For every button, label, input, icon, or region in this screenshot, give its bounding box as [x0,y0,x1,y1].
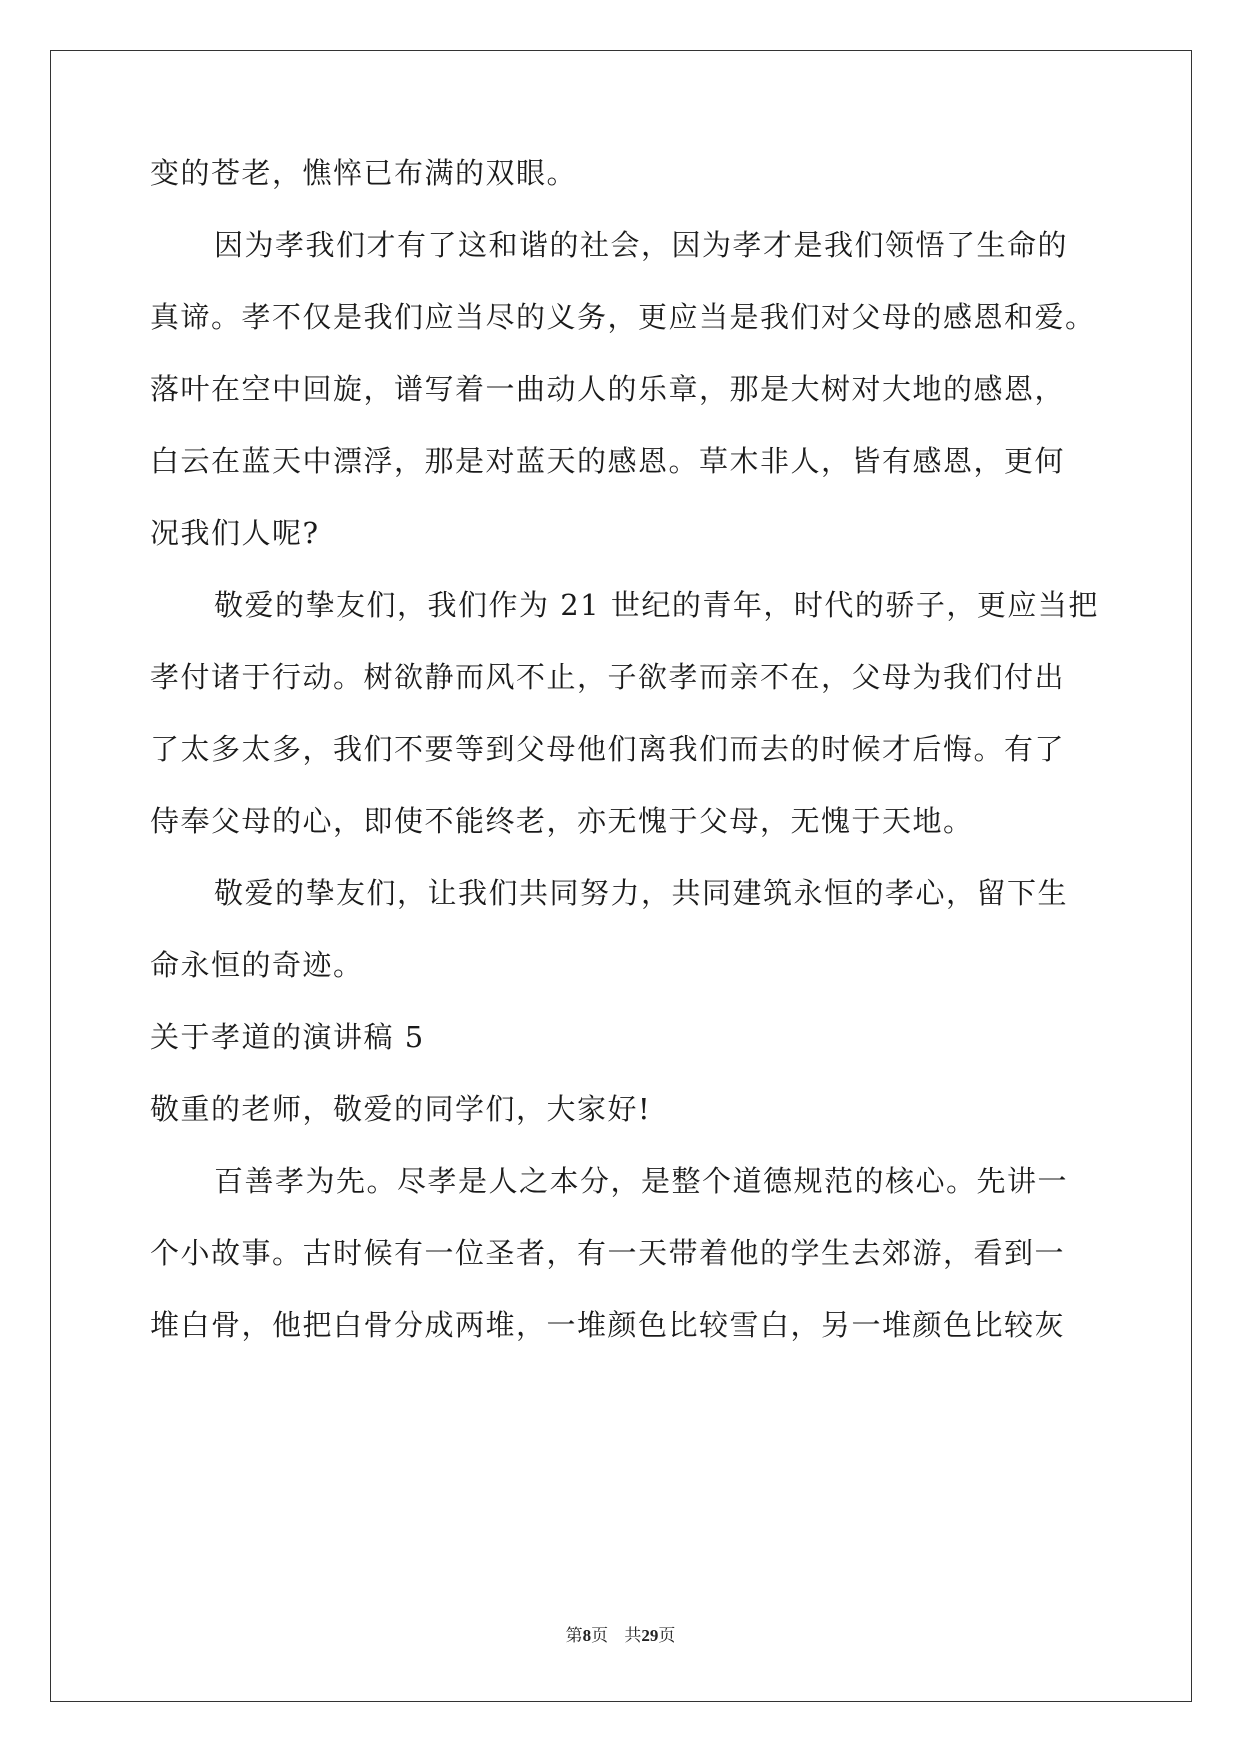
text-line: 命永恒的奇迹。 [150,948,364,982]
text-line: 敬爱的挚友们，让我们共同努力，共同建筑永恒的孝心，留下生 [214,876,1069,910]
page-footer [0,1625,1241,1647]
text-line: 因为孝我们才有了这和谐的社会，因为孝才是我们领悟了生命的 [214,228,1069,262]
total-page-count: 29 [641,1626,659,1645]
footer-page-suffix: 页 [591,1626,609,1646]
text-line: 个小故事。古时候有一位圣者，有一天带着他的学生去郊游，看到一 [150,1236,1066,1270]
current-page-number: 8 [582,1626,592,1645]
text-line: 了太多太多，我们不要等到父母他们离我们而去的时候才后悔。有了 [150,732,1066,766]
text-line: 真谛。孝不仅是我们应当尽的义务，更应当是我们对父母的感恩和爱。 [150,300,1096,334]
text-line: 百善孝为先。尽孝是人之本分，是整个道德规范的核心。先讲一 [214,1164,1069,1198]
footer-total-prefix: 共 [624,1626,642,1646]
text-line: 况我们人呢? [150,516,320,550]
footer-prefix: 第 [565,1626,583,1646]
text-line: 侍奉父母的心，即使不能终老，亦无愧于父母，无愧于天地。 [150,804,974,838]
text-line: 敬爱的挚友们，我们作为 21 世纪的青年，时代的骄子，更应当把 [214,588,1099,622]
text-line: 敬重的老师，敬爱的同学们，大家好! [150,1092,652,1126]
text-line: 变的苍老，憔悴已布满的双眼。 [150,156,578,190]
text-line: 落叶在空中回旋，谱写着一曲动人的乐章，那是大树对大地的感恩， [150,372,1066,406]
text-line: 孝付诸于行动。树欲静而风不止，子欲孝而亲不在，父母为我们付出 [150,660,1066,694]
footer-total-suffix: 页 [658,1626,676,1646]
section-heading: 关于孝道的演讲稿 5 [150,1020,425,1054]
text-line: 堆白骨，他把白骨分成两堆，一堆颜色比较雪白，另一堆颜色比较灰 [150,1308,1066,1342]
text-line: 白云在蓝天中漂浮，那是对蓝天的感恩。草木非人，皆有感恩，更何 [150,444,1066,478]
